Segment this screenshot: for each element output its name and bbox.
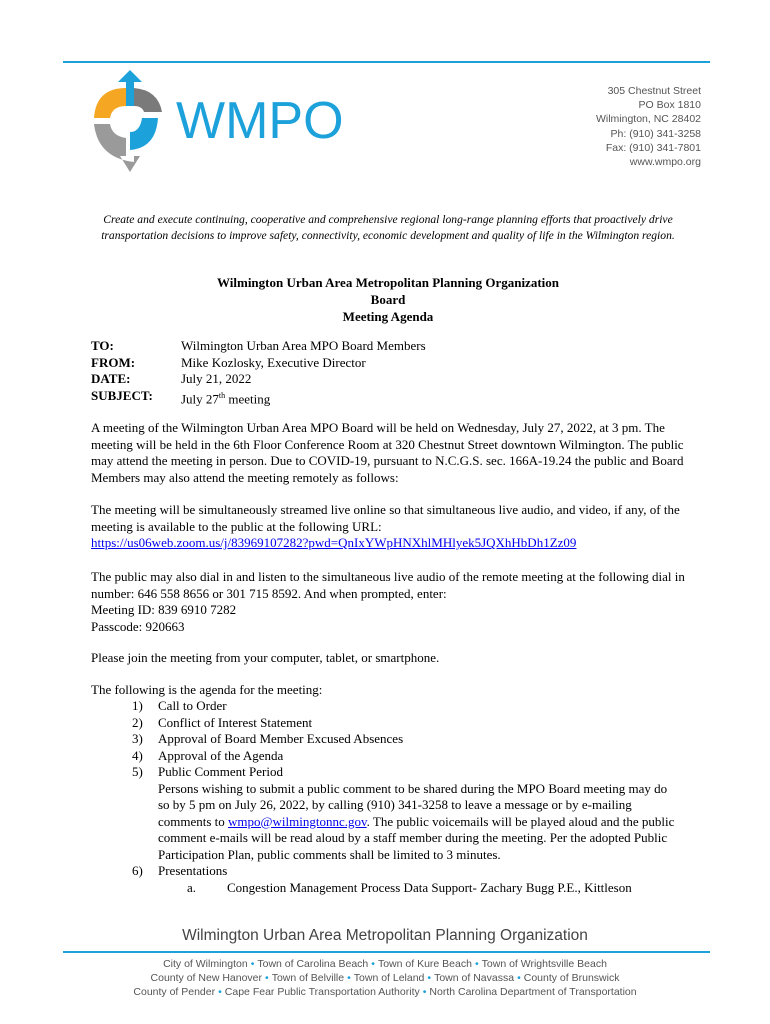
memo-subject-label: SUBJECT: — [91, 387, 153, 403]
address-block — [596, 84, 701, 169]
heading-org: Wilmington Urban Area Metropolitan Planning Organization — [217, 275, 559, 290]
list-item: 2) Conflict of Interest Statement — [132, 714, 313, 730]
join-paragraph: Please join the meeting from your computer, tablet, or smartphone. — [91, 650, 440, 665]
agenda-intro: The following is the agenda for the meeting: — [91, 682, 323, 697]
footer-rule — [63, 951, 710, 953]
memo-to-value: Wilmington Urban Area MPO Board Members — [181, 338, 426, 353]
zoom-link[interactable]: https://us06web.zoom.us/j/83969107282?pwd=QnIxYWpHNXhlMHlyek5JQXhHbDh1Zz09 — [91, 535, 577, 550]
memo-from — [91, 355, 426, 372]
memo-from-label: FROM: — [91, 354, 136, 370]
phone-line: Ph: (910) 341-3258 — [610, 127, 701, 140]
website-line: www.wmpo.org — [629, 156, 701, 169]
agenda-list — [91, 698, 701, 896]
mission-statement: Create and execute continuing, cooperative and comprehensive regional long-range planning efforts that proactively drive transportation decisions to improve safety, connectivity, economic development and quality of life in the Wilmington region. — [101, 213, 675, 242]
list-item: 5) Public Comment Period — [132, 764, 283, 779]
memo-header — [91, 338, 426, 407]
memo-date-label: DATE: — [91, 371, 131, 386]
members-row-1: City of Wilmington • Town of Carolina Beach • Town of Kure Beach • Town of Wrightsville Beach — [163, 958, 607, 970]
public-comment-description: Persons wishing to submit a public comment to be shared during the MPO Board meeting may do so by 5 pm on July 26, 2022, by calling (910) 341-3258 to leave a message or by e-mailing comments to wmpo@wilmingtonnc.gov. The public voicemails will be played aloud and the public comment e-mails will be read aloud by a staff member during the meeting. Per the adopted Public Participation Plan, public comments shall be limited to 3 minutes. — [158, 780, 675, 862]
streaming-text: The meeting will be simultaneously streamed live online so that simultaneous live audio, and video, if any, of the meeting is available to the public at the following URL: — [91, 502, 680, 534]
memo-from-value: Mike Kozlosky, Executive Director — [181, 354, 366, 370]
memo-to — [91, 338, 426, 355]
member-jurisdictions — [0, 958, 770, 999]
streaming-paragraph — [91, 502, 701, 552]
svg-text:WMPO: WMPO — [176, 92, 344, 150]
compass-icon — [94, 70, 162, 172]
memo-subject — [91, 388, 426, 408]
memo-date-value: July 21, 2022 — [181, 371, 252, 386]
passcode: Passcode: 920663 — [91, 618, 185, 634]
address-line: 305 Chestnut Street — [607, 85, 701, 97]
dial-in-paragraph — [91, 569, 701, 635]
meeting-id: Meeting ID: 839 6910 7282 — [91, 602, 237, 617]
dial-in-text: The public may also dial in and listen to the simultaneous live audio of the remote meeting at the following dial in number: 646 558 8656 or 301 715 8592. And when prompted, enter: — [91, 569, 685, 601]
wmpo-logo — [84, 66, 374, 176]
list-item: 3) Approval of Board Member Excused Absences — [132, 731, 404, 746]
address-line: PO Box 1810 — [638, 99, 701, 112]
address-line: Wilmington, NC 28402 — [595, 113, 701, 126]
header-rule — [63, 61, 710, 63]
list-item: 1) Call to Order — [132, 698, 227, 713]
members-row-3: County of Pender • Cape Fear Public Transportation Authority • North Carolina Department of Transportation — [133, 985, 637, 998]
memo-subject-value: July 27th meeting — [181, 390, 271, 406]
list-item: 4) Approval of the Agenda — [132, 747, 284, 763]
meeting-info-paragraph: A meeting of the Wilmington Urban Area MPO Board will be held on Wednesday, July 27, 2022, at 3 pm. The meeting will be held in the 6th Floor Conference Room at 320 Chestnut Street downtown Wilmington. The public may attend the meeting in person. Due to COVID-19, pursuant to N.C.G.S. sec. 166A-19.24 the public and Board Members may also attend the meeting remotely as follows: — [91, 420, 684, 485]
memo-to-label: TO: — [91, 338, 114, 353]
members-row-2: County of New Hanover • Town of Belville • Town of Leland • Town of Navassa • County of Brunswick — [150, 971, 620, 984]
fax-line: Fax: (910) 341-7801 — [605, 141, 701, 154]
footer-title: Wilmington Urban Area Metropolitan Planning Organization — [182, 927, 588, 944]
list-item: 6) Presentations — [132, 863, 228, 878]
memo-date — [91, 371, 426, 388]
comment-email-link[interactable]: wmpo@wilmingtonnc.gov — [228, 813, 367, 829]
list-subitem: a. Congestion Management Process Data Support- Zachary Bugg P.E., Kittleson — [187, 879, 632, 895]
heading-agenda: Meeting Agenda — [342, 309, 434, 324]
heading-board: Board — [370, 292, 406, 307]
document-heading — [80, 274, 696, 325]
